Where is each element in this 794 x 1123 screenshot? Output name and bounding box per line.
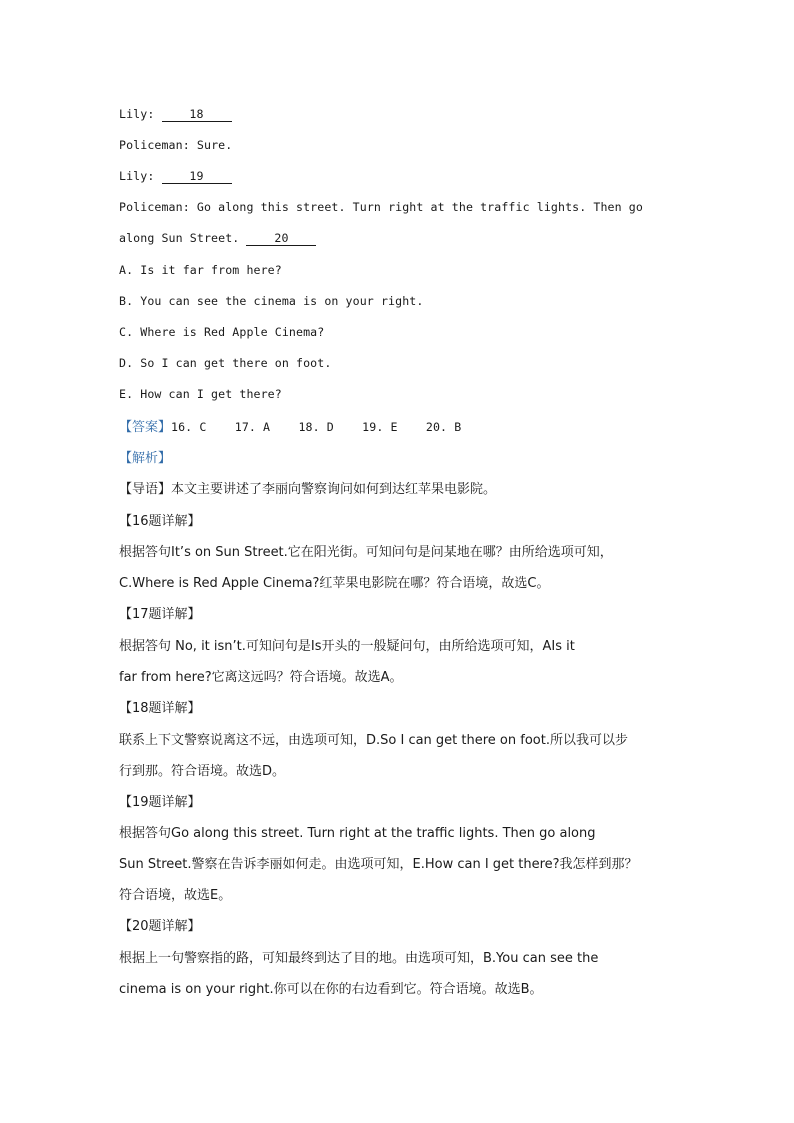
option-a: A. Is it far from here? bbox=[119, 263, 282, 277]
dialogue-text: Go along this street. Turn right at the traffic lights. Then go bbox=[196, 200, 643, 214]
detail-19-line-2: Sun Street.警察在告诉李丽如何走。由选项可知，E.How can I get there?我怎样到那？ bbox=[119, 857, 638, 872]
analysis-line bbox=[119, 447, 171, 466]
dialogue-text: Sure. bbox=[196, 138, 233, 152]
speaker-label: Lily: bbox=[119, 169, 155, 183]
detail-18-line-1: 联系上下文警察说离这不远，由选项可知，D.So I can get there on foot.所以我可以步 bbox=[119, 733, 628, 748]
option-e: E. How can I get there? bbox=[119, 387, 282, 401]
option-d: D. So I can get there on foot. bbox=[119, 356, 332, 370]
detail-heading-20: 【20题详解】 bbox=[119, 919, 201, 934]
intro-line bbox=[119, 478, 496, 497]
detail-heading-17: 【17题详解】 bbox=[119, 607, 201, 622]
detail-16-line-2: C.Where is Red Apple Cinema?红苹果电影院在哪？符合语境，故选C。 bbox=[119, 576, 550, 591]
detail-16-line-1: 根据答句It’s on Sun Street.它在阳光街。可知问句是问某地在哪？由所给选项可知， bbox=[119, 545, 613, 560]
dialogue-line-5 bbox=[119, 231, 316, 246]
detail-heading-19: 【19题详解】 bbox=[119, 795, 201, 810]
answer-line bbox=[119, 416, 461, 435]
detail-20-line-1: 根据上一句警察指的路，可知最终到达了目的地。由选项可知，B.You can see the bbox=[119, 951, 599, 966]
detail-17-line-2: far from here?它离这远吗？符合语境。故选A。 bbox=[119, 670, 403, 685]
dialogue-text: along Sun Street. bbox=[119, 231, 240, 245]
detail-17-line-1: 根据答句 No, it isn’t.可知问句是Is开头的一般疑问句，由所给选项可知，AIs it bbox=[119, 639, 575, 654]
intro-text: 本文主要讲述了李丽向警察询问如何到达红苹果电影院。 bbox=[171, 482, 497, 497]
answer-blank-20: 20 bbox=[246, 232, 316, 246]
detail-20-line-2: cinema is on your right.你可以在你的右边看到它。符合语境。故选B。 bbox=[119, 982, 543, 997]
detail-heading-18: 【18题详解】 bbox=[119, 701, 201, 716]
answer-blank-18: 18 bbox=[162, 108, 232, 122]
dialogue-line-2 bbox=[119, 138, 232, 152]
speaker-label: Lily: bbox=[119, 107, 155, 121]
dialogue-line-3 bbox=[119, 169, 232, 184]
detail-heading-16: 【16题详解】 bbox=[119, 514, 201, 529]
option-c: C. Where is Red Apple Cinema? bbox=[119, 325, 325, 339]
answer-blank-19: 19 bbox=[162, 170, 232, 184]
answer-tag: 【答案】 bbox=[119, 420, 172, 435]
dialogue-line-4 bbox=[119, 200, 643, 214]
speaker-label: Policeman: bbox=[119, 200, 190, 214]
speaker-label: Policeman: bbox=[119, 138, 190, 152]
detail-19-line-3: 符合语境，故选E。 bbox=[119, 888, 232, 903]
intro-tag: 【导语】 bbox=[119, 482, 172, 497]
answer-text: 16. C 17. A 18. D 19. E 20. B bbox=[171, 420, 462, 434]
analysis-tag: 【解析】 bbox=[119, 451, 172, 466]
dialogue-line-1 bbox=[119, 107, 232, 122]
detail-18-line-2: 行到那。符合语境。故选D。 bbox=[119, 764, 286, 779]
option-b: B. You can see the cinema is on your right. bbox=[119, 294, 424, 308]
detail-19-line-1: 根据答句Go along this street. Turn right at the traffic lights. Then go along bbox=[119, 826, 596, 841]
